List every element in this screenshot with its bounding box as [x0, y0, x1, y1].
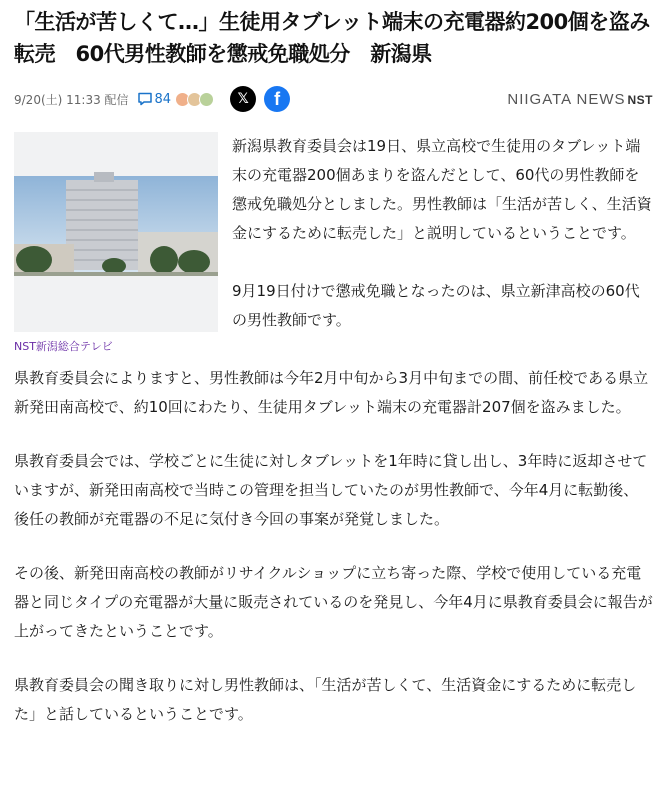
article-title: 「生活が苦しくて…」生徒用タブレット端末の充電器約200個を盗み転売 60代男性教師を懲戒免職処分 新潟県	[14, 10, 650, 66]
article-paragraph: その後、新発田南高校の教師がリサイクルショップに立ち寄った際、学校で使用している充電器と同じタイプの充電器が大量に販売されているのを発見し、今年4月に県教育委員会に報告が上がってきたということです。	[14, 564, 653, 640]
photo-caption: NST新潟総合テレビ	[14, 340, 113, 353]
article-paragraph: 9月19日付けで懲戒免職となったのは、県立新津高校の60代の男性教師です。	[232, 282, 640, 329]
comment-count: 84	[154, 91, 172, 107]
article-photo[interactable]	[14, 132, 218, 332]
comment-bubble-icon	[137, 91, 153, 107]
share-buttons	[230, 86, 298, 112]
article-paragraph: 新潟県教育委員会は19日、県立高校で生徒用のタブレット端末の充電器200個あまりを盗んだとして、60代の男性教師を懲戒免職処分としました。男性教師は「生活が苦しく、生活資金にするために転売した」と説明しているということです。	[232, 137, 652, 242]
article-paragraph: 県教育委員会では、学校ごとに生徒に対しタブレットを1年時に貸し出し、3年時に返却させていますが、新発田南高校で当時この管理を担当していたのが男性教師で、今年4月に転勤後、後任の教師が充電器の不足に気付き今回の事案が発覚しました。	[14, 452, 648, 528]
building-photo-image	[14, 132, 218, 332]
x-share-button[interactable]	[230, 86, 256, 112]
avatar	[199, 92, 214, 107]
article-meta	[14, 82, 653, 116]
article-paragraph: 県教育委員会によりますと、男性教師は今年2月中旬から3月中旬までの間、前任校である県立新発田南高校で、約10回にわたり、生徒用タブレット端末の充電器計207個を盗みました。	[14, 369, 649, 416]
publisher-logo[interactable]	[507, 91, 653, 108]
article-paragraph: 県教育委員会の聞き取りに対し男性教師は、「生活が苦しくて、生活資金にするために転売した」と話しているということです。	[14, 676, 637, 723]
article-body	[14, 132, 653, 729]
facebook-share-icon: f	[274, 88, 281, 109]
facebook-share-button[interactable]	[264, 86, 290, 112]
brand-sub: NST	[627, 92, 653, 107]
x-share-icon: 𝕏	[237, 91, 249, 107]
reaction-avatars[interactable]	[175, 92, 214, 107]
article-figure[interactable]	[14, 132, 218, 354]
brand-name: NIIGATA NEWS	[507, 90, 626, 108]
publish-date: 9/20(土) 11:33 配信	[14, 92, 129, 107]
comment-link[interactable]	[137, 91, 172, 107]
